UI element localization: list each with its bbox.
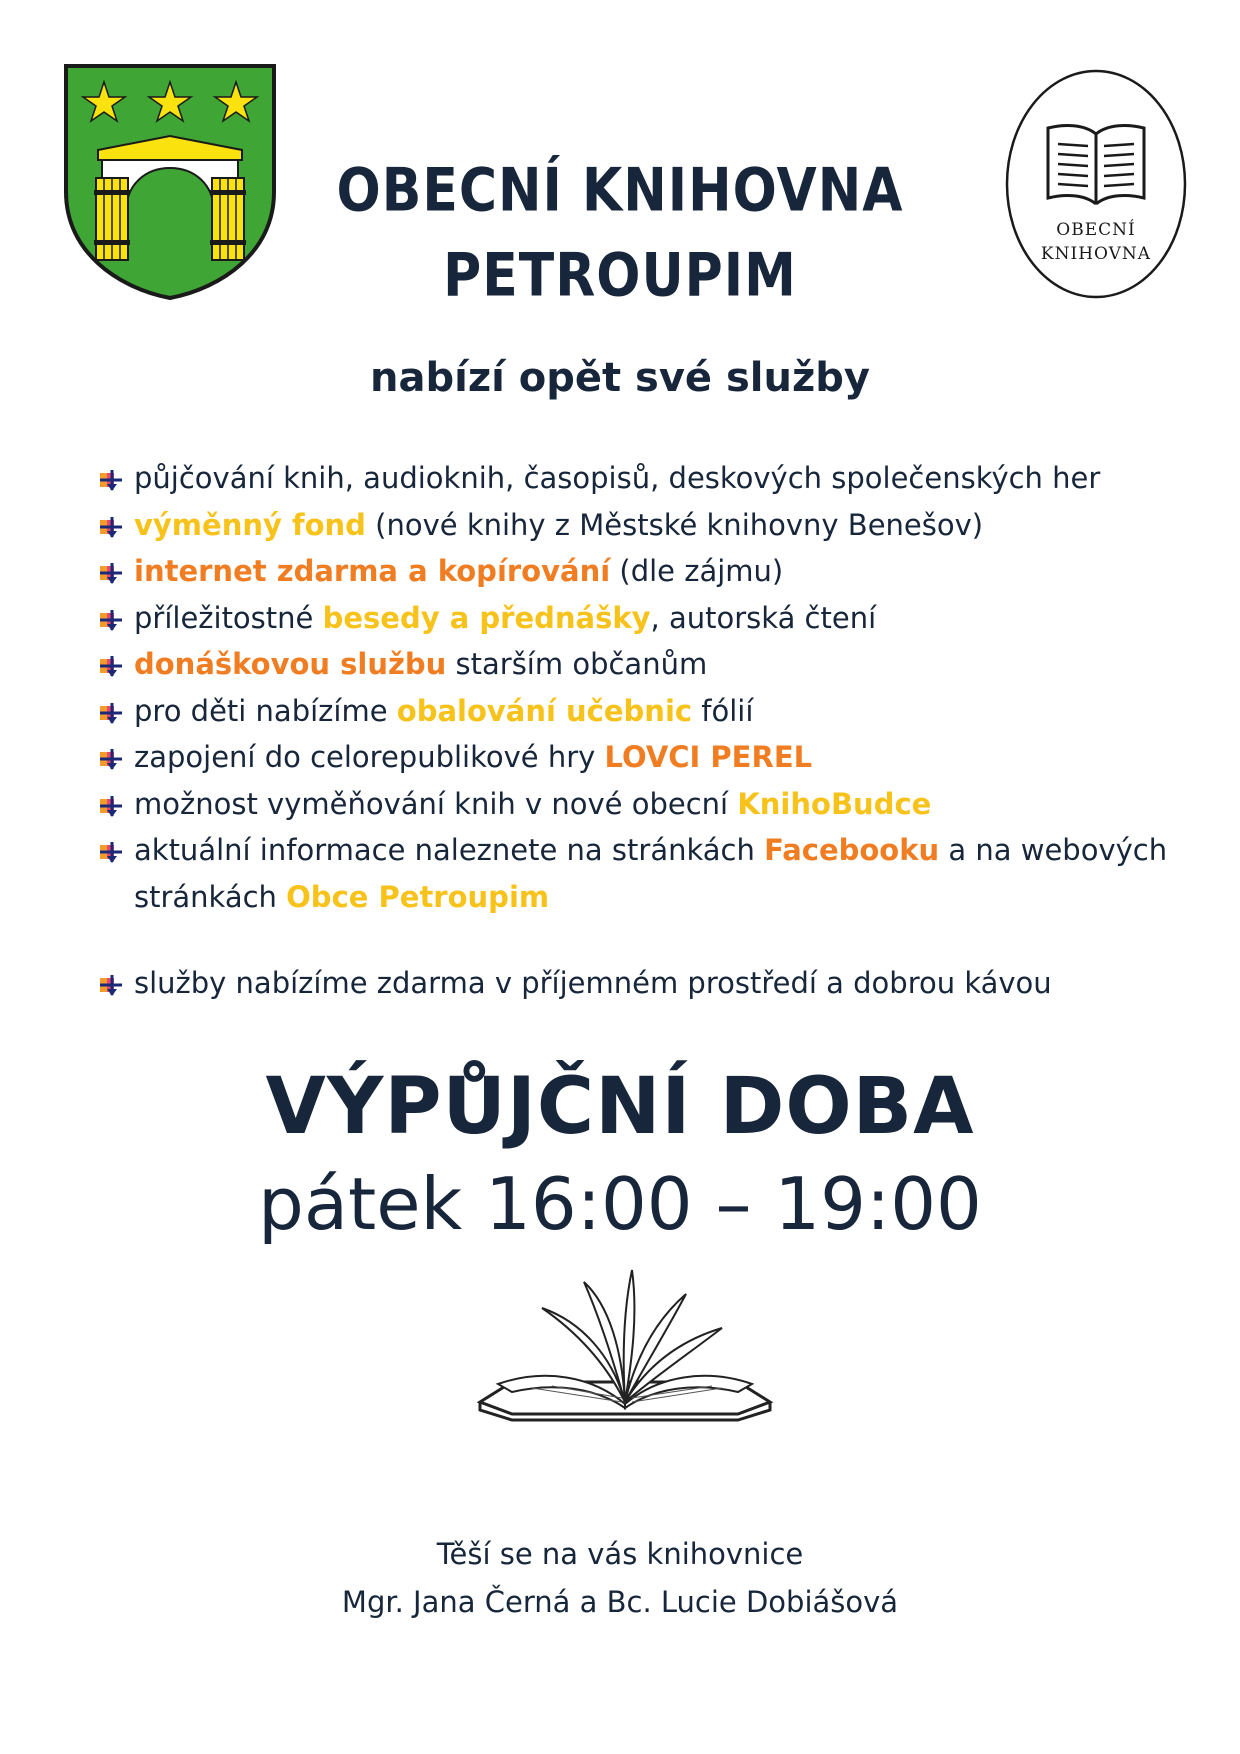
service-text-segment: Obce Petroupim: [286, 879, 550, 914]
service-item: [90, 502, 1210, 549]
services-list: [90, 455, 1210, 1007]
service-text-segment: možnost vyměňování knih v nové obecní: [134, 786, 738, 821]
service-text-segment: zapojení do celorepublikové hry: [134, 740, 605, 774]
opening-hours-title: VÝPŮJČNÍ DOBA: [265, 1062, 975, 1152]
arrow-bullet-icon: [98, 974, 124, 996]
service-item: [90, 455, 1210, 502]
service-text-segment: půjčování knih, audioknih, časopisů, deskových společenských her: [134, 461, 1101, 495]
service-text-segment: KnihoBudce: [737, 786, 932, 821]
arrow-bullet-icon: [98, 469, 124, 491]
opening-hours-time: pátek 16:00 – 19:00: [258, 1162, 982, 1246]
arrow-bullet-icon: [98, 841, 124, 863]
service-text-segment: , autorská čtení: [650, 600, 877, 635]
service-text-segment: služby nabízíme zdarma v příjemném prostředí a dobrou kávou: [134, 966, 1052, 1000]
service-text-segment: donáškovou službu: [134, 647, 447, 681]
service-text-segment: fólií: [692, 693, 754, 728]
service-item: [90, 548, 1210, 595]
service-text-segment: pro děti nabízíme: [134, 693, 397, 728]
open-book-icon: [472, 1264, 778, 1424]
arrow-bullet-icon: [98, 609, 124, 631]
service-item-continuation: [90, 874, 1210, 921]
service-item: [90, 960, 1210, 1007]
page-title-line1: OBECNÍ KNIHOVNA: [336, 156, 904, 226]
service-text-segment: příležitostné: [134, 600, 323, 635]
service-item: [90, 595, 1210, 642]
service-text-segment: (nové knihy z Městské knihovny Benešov): [365, 507, 984, 542]
page-title-line2: PETROUPIM: [443, 241, 797, 311]
footer-line1: Těší se na vás knihovnice: [436, 1537, 804, 1571]
service-item: [90, 688, 1210, 735]
arrow-bullet-icon: [98, 562, 124, 584]
service-text-segment: (dle zájmu): [610, 554, 784, 588]
footer-line2: Mgr. Jana Černá a Bc. Lucie Dobiášová: [341, 1585, 899, 1619]
arrow-bullet-icon: [98, 702, 124, 724]
service-text-segment: výměnný fond: [134, 507, 366, 542]
service-item: [90, 641, 1210, 688]
service-item: [90, 827, 1210, 874]
service-text-segment: starším občanům: [446, 647, 708, 681]
service-text-segment: obalování učebnic: [396, 693, 693, 728]
library-logo-text-1: OBECNÍ: [1056, 220, 1136, 240]
arrow-bullet-icon: [98, 655, 124, 677]
arrow-bullet-icon: [98, 795, 124, 817]
service-text-segment: internet zdarma a kopírování: [134, 554, 611, 588]
page-subtitle: nabízí opět své služby: [370, 355, 870, 401]
arrow-bullet-icon: [98, 516, 124, 538]
library-logo-text-2: KNIHOVNA: [1040, 244, 1152, 264]
service-text-segment: LOVCI PEREL: [604, 740, 813, 774]
service-text-segment: a na webových: [939, 833, 1168, 867]
service-text-segment: stránkách: [134, 879, 287, 914]
service-item: [90, 734, 1210, 781]
service-text-segment: Facebooku: [764, 833, 940, 867]
arrow-bullet-icon: [98, 748, 124, 770]
service-text-segment: aktuální informace naleznete na stránkách: [134, 833, 765, 867]
service-text-segment: besedy a přednášky: [322, 600, 651, 635]
service-item: [90, 781, 1210, 828]
